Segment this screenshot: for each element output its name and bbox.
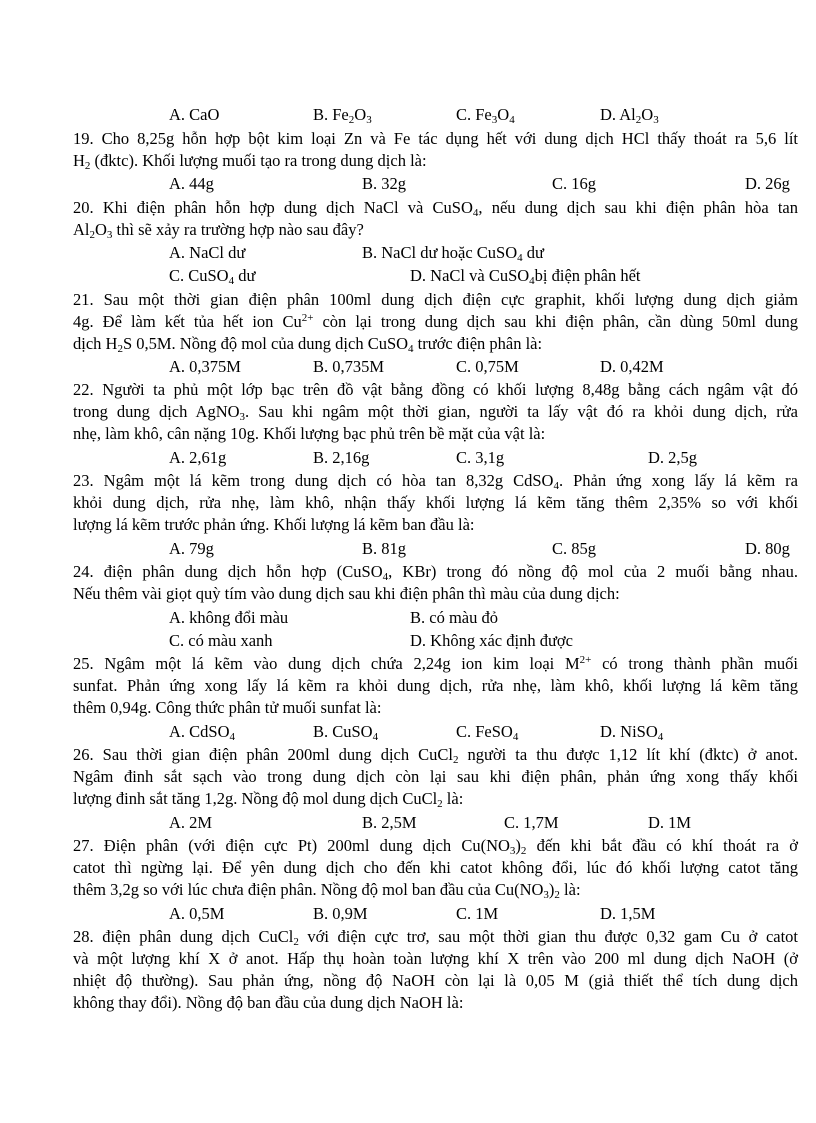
q25-option-a: A. CdSO$_4$ bbox=[169, 722, 236, 743]
q21-option-b: B. 0,735M bbox=[313, 357, 385, 376]
q21-line-1: 21. Sau một thời gian điện phân 100ml dung dịch điện cực graphit, khối lượng dung dịch giảm bbox=[73, 290, 798, 309]
q19-option-d: D. 26g bbox=[745, 174, 790, 193]
q28-line-2: và một lượng khí X ở anot. Hấp thụ hoàn toàn lượng khí X trên vào 200 ml dung dịch NaOH (ở bbox=[73, 949, 798, 968]
q27-option-b: B. 0,9M bbox=[313, 904, 368, 923]
q20-option-d: D. NaCl và CuSO$_4$bị điện phân hết bbox=[410, 266, 641, 287]
q22-line-3: nhẹ, làm khô, cân nặng 10g. Khối lượng bạc phủ trên bề mặt của vật là: bbox=[73, 424, 546, 443]
q27-option-c: C. 1M bbox=[456, 904, 499, 923]
q19-line-1: 19. Cho 8,25g hỗn hợp bột kim loại Zn và Fe tác dụng hết với dung dịch HCl thấy thoát ra 5,6 lít bbox=[73, 129, 798, 148]
q18-option-d: D. $Al_2O_3$ bbox=[600, 105, 659, 126]
q22-option-a: A. 2,61g bbox=[169, 448, 227, 467]
q26-line-2: Ngâm đinh sắt sạch vào trong dung dịch còn lại sau khi điện phân, phản ứng xong thấy khối bbox=[73, 767, 798, 786]
q19-option-c: C. 16g bbox=[552, 174, 597, 193]
q25-option-c: C. FeSO$_4$ bbox=[456, 722, 519, 743]
q27-option-a: A. 0,5M bbox=[169, 904, 225, 923]
q18-option-c: C. $Fe_3O_4$ bbox=[456, 105, 515, 126]
q27-line-1: 27. Điện phân (với điện cực Pt) 200ml dung dịch $Cu(NO_3)_2$ đến khi bắt đầu có khí thoát ra ở bbox=[73, 836, 798, 857]
q26-option-d: D. 1M bbox=[648, 813, 692, 832]
q24-option-c: C. có màu xanh bbox=[169, 631, 273, 650]
q21-line-2: 4g. Để làm kết tủa hết ion $Cu^{2+}$ còn lại trong dung dịch sau khi điện phân, cần dùng 50ml dung bbox=[73, 312, 798, 331]
q18-option-a: A. CaO bbox=[169, 105, 220, 124]
q21-option-d: D. 0,42M bbox=[600, 357, 664, 376]
q20-option-b: B. NaCl dư hoặc CuSO$_4$ dư bbox=[362, 243, 544, 264]
q22-option-d: D. 2,5g bbox=[648, 448, 698, 467]
q21-option-c: C. 0,75M bbox=[456, 357, 519, 376]
q21-line-3: dịch $H_2S$ 0,5M. Nồng độ mol của dung dịch CuSO$_4$ trước điện phân là: bbox=[73, 334, 543, 355]
q26-line-3: lượng đinh sắt tăng 1,2g. Nồng độ mol dung dịch CuCl$_2$ là: bbox=[73, 789, 464, 810]
q19-option-a: A. 44g bbox=[169, 174, 214, 193]
q25-option-b: B. CuSO$_4$ bbox=[313, 722, 379, 743]
q23-option-c: C. 85g bbox=[552, 539, 597, 558]
q24-line-1: 24. điện phân dung dịch hỗn hợp (CuSO$_4$, KBr) trong đó nồng độ mol của 2 muối bằng nhau. bbox=[73, 562, 798, 583]
q19-option-b: B. 32g bbox=[362, 174, 407, 193]
q24-line-2: Nếu thêm vài giọt quỳ tím vào dung dịch sau khi điện phân thì màu của dung dịch: bbox=[73, 584, 620, 603]
q22-option-c: C. 3,1g bbox=[456, 448, 505, 467]
q23-option-d: D. 80g bbox=[745, 539, 790, 558]
q20-line-2: $Al_2O_3$ thì sẽ xảy ra trường hợp nào sau đây? bbox=[73, 220, 364, 241]
q25-line-3: thêm 0,94g. Công thức phân tử muối sunfat là: bbox=[73, 698, 382, 717]
q26-option-b: B. 2,5M bbox=[362, 813, 417, 832]
q21-option-a: A. 0,375M bbox=[169, 357, 241, 376]
q28-line-4: không thay đổi). Nồng độ ban đầu của dung dịch NaOH là: bbox=[73, 993, 464, 1012]
q23-option-a: A. 79g bbox=[169, 539, 214, 558]
q27-line-3: thêm 3,2g so với lúc chưa điện phân. Nồng độ mol ban đầu của $Cu(NO_3)_2$ là: bbox=[73, 880, 581, 901]
q28-line-1: 28. điện phân dung dịch CuCl$_2$ với điện cực trơ, sau một thời gian thu được 0,32 gam Cu ở catot bbox=[73, 927, 799, 948]
q26-option-c: C. 1,7M bbox=[504, 813, 559, 832]
q26-option-a: A. 2M bbox=[169, 813, 213, 832]
q27-line-2: catot thì ngừng lại. Để yên dung dịch cho đến khi catot không đổi, lúc đó khối lượng catot tăng bbox=[73, 858, 798, 877]
q20-option-a: A. NaCl dư bbox=[169, 243, 246, 262]
q28-line-3: nhiệt độ thường). Sau phản ứng, nồng độ NaOH còn lại là 0,05 M (giả thiết thể tích dung dịch bbox=[73, 971, 798, 990]
q25-line-1: 25. Ngâm một lá kẽm vào dung dịch chứa 2,24g ion kim loại $M^{2+}$ có trong thành phần muối bbox=[73, 654, 799, 673]
q19-line-2: $H_2$ (đktc). Khối lượng muối tạo ra trong dung dịch là: bbox=[73, 151, 427, 172]
q24-option-a: A. không đổi màu bbox=[169, 608, 289, 627]
q24-option-b: B. có màu đỏ bbox=[410, 608, 498, 627]
q20-line-1: 20. Khi điện phân hỗn hợp dung dịch NaCl và CuSO$_4$, nếu dung dịch sau khi điện phân hòa tan bbox=[73, 198, 798, 219]
q18-option-b: B. $Fe_2O_3$ bbox=[313, 105, 372, 126]
q22-option-b: B. 2,16g bbox=[313, 448, 370, 467]
q25-line-2: sunfat. Phản ứng xong lấy lá kẽm ra khỏi dung dịch, rửa nhẹ, làm khô, khối lượng lá kẽm tăng bbox=[73, 676, 798, 695]
q22-line-2: trong dung dịch AgNO$_3$. Sau khi ngâm một thời gian, người ta lấy vật đó ra khỏi dung dịch, rửa bbox=[73, 402, 798, 423]
q24-option-d: D. Không xác định được bbox=[410, 631, 573, 650]
q23-line-1: 23. Ngâm một lá kẽm trong dung dịch có hòa tan 8,32g CdSO$_4$. Phản ứng xong lấy lá kẽm ra bbox=[73, 471, 799, 492]
q23-line-3: lượng lá kẽm trước phản ứng. Khối lượng lá kẽm ban đầu là: bbox=[73, 515, 475, 534]
q22-line-1: 22. Người ta phủ một lớp bạc trên đồ vật bằng đồng có khối lượng 8,48g bằng cách ngâm vật đó bbox=[73, 380, 798, 399]
q23-line-2: khỏi dung dịch, rửa nhẹ, làm khô, nhận thấy khối lượng lá kẽm tăng thêm 2,35% so với khối bbox=[73, 493, 798, 512]
q27-option-d: D. 1,5M bbox=[600, 904, 656, 923]
q25-option-d: D. NiSO$_4$ bbox=[600, 722, 664, 743]
q23-option-b: B. 81g bbox=[362, 539, 407, 558]
q20-option-c: C. CuSO$_4$ dư bbox=[169, 266, 256, 287]
q26-line-1: 26. Sau thời gian điện phân 200ml dung dịch CuCl$_2$ người ta thu được 1,12 lít khí (đktc) ở anot. bbox=[73, 745, 798, 766]
